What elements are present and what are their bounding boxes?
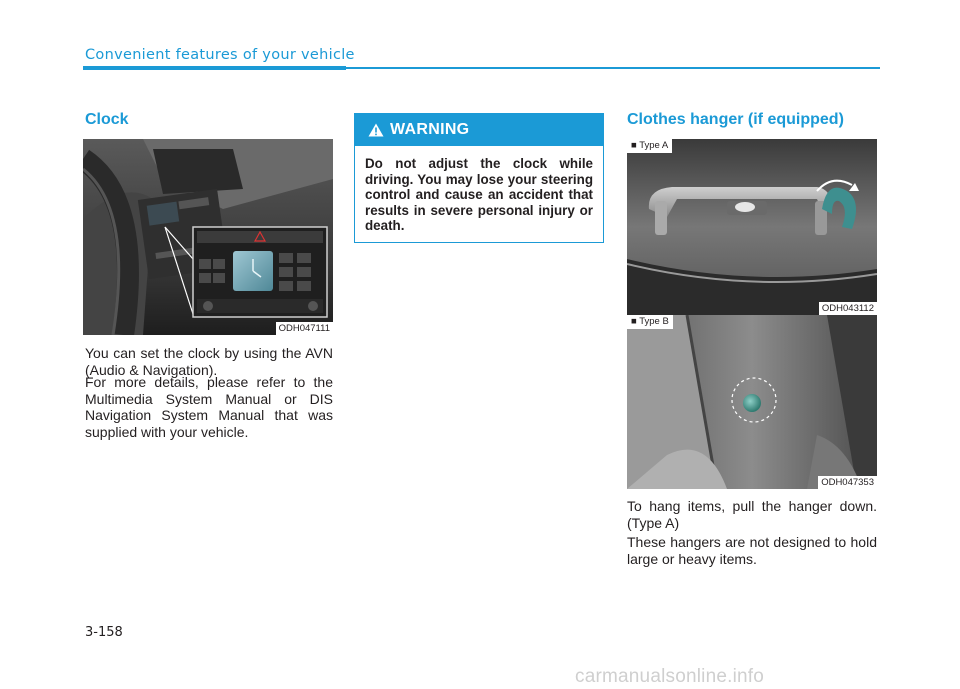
type-a-label: ■ Type A: [627, 139, 672, 153]
clock-paragraph-2: For more details, please refer to the Multimedia System Manual or DIS Navigation System Manual that was supplied with your vehicle.: [85, 374, 333, 440]
header-rule: [83, 66, 346, 70]
hanger-heading: Clothes hanger (if equipped): [627, 111, 844, 128]
type-a-image-code: ODH043112: [819, 302, 877, 315]
type-b-image-code: ODH047353: [818, 476, 877, 489]
warning-label: WARNING: [390, 121, 470, 138]
hanger-type-b-photo: [627, 315, 877, 489]
clock-photo: [83, 139, 333, 335]
warning-box: [354, 113, 604, 243]
warning-triangle-icon: [368, 123, 384, 137]
warning-text: Do not adjust the clock while driving. You may lose your steering control and cause an accident that results in severe personal injury or death.: [365, 156, 593, 233]
page-number: 3-158: [85, 625, 123, 640]
section-title: Convenient features of your vehicle: [85, 47, 355, 63]
warning-header: [355, 114, 603, 146]
watermark: carmanualsonline.info: [575, 666, 765, 687]
hanger-paragraph-1: To hang items, pull the hanger down. (Type A): [627, 498, 877, 531]
hanger-type-a-photo: [627, 139, 877, 315]
clock-heading: Clock: [85, 111, 129, 128]
header-rule-thin: [346, 67, 880, 69]
clock-image-code: ODH047111: [276, 322, 333, 335]
type-b-label: ■ Type B: [627, 315, 673, 329]
clock-paragraph-1: You can set the clock by using the AVN (Audio & Navigation).: [85, 345, 333, 378]
hanger-paragraph-2: These hangers are not designed to hold large or heavy items.: [627, 534, 877, 567]
